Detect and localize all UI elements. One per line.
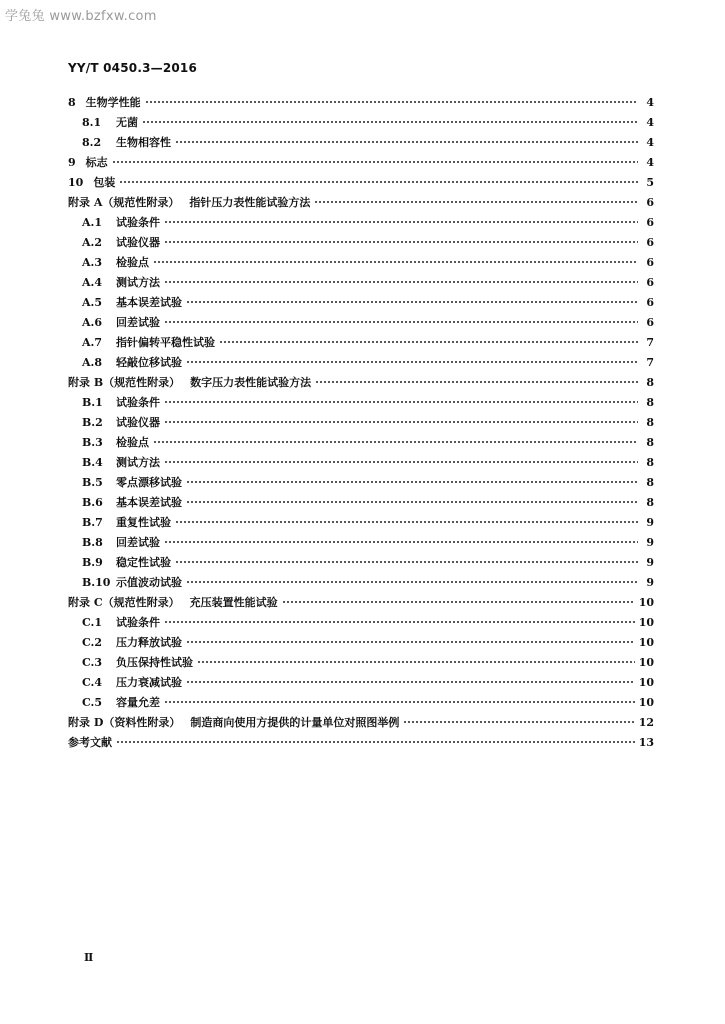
toc-entry-page: 10	[638, 675, 654, 689]
toc-entry[interactable]	[68, 452, 654, 472]
dot-leader	[175, 561, 638, 563]
dot-leader	[116, 741, 635, 743]
toc-entry-number: 10	[68, 176, 84, 189]
toc-entry-title: 制造商向使用方提供的计量单位对照图举例	[190, 716, 400, 729]
toc-entry-label	[82, 354, 182, 370]
toc-entry-page: 6	[646, 275, 654, 289]
toc-entry-title: 试验条件	[116, 396, 160, 409]
table-of-contents	[68, 92, 654, 752]
toc-entry-number: 附录 C（规范性附录）	[68, 596, 180, 609]
toc-entry[interactable]	[68, 712, 654, 732]
toc-entry-label	[82, 254, 149, 270]
dot-leader	[186, 481, 638, 483]
toc-entry-title: 压力衰减试验	[116, 676, 182, 689]
toc-entry[interactable]	[68, 112, 654, 132]
toc-entry[interactable]	[68, 432, 654, 452]
dot-leader	[219, 341, 638, 343]
toc-entry-label	[82, 274, 160, 290]
toc-entry-page: 6	[646, 315, 654, 329]
toc-entry-label	[82, 634, 182, 650]
toc-entry-page: 10	[638, 615, 654, 629]
toc-entry-page: 6	[646, 215, 654, 229]
toc-entry[interactable]	[68, 152, 654, 172]
toc-entry-label	[82, 414, 160, 430]
toc-entry-title: 生物相容性	[116, 136, 171, 149]
dot-leader	[164, 701, 635, 703]
toc-entry[interactable]	[68, 492, 654, 512]
toc-entry-page: 6	[646, 255, 654, 269]
toc-entry-title: 试验条件	[116, 616, 160, 629]
toc-entry-number: A.1	[82, 216, 103, 229]
toc-entry[interactable]	[68, 252, 654, 272]
toc-entry[interactable]	[68, 332, 654, 352]
page-number: Ⅱ	[84, 951, 94, 964]
toc-entry[interactable]	[68, 132, 654, 152]
toc-entry-label	[68, 194, 310, 210]
toc-entry-number: C.4	[82, 676, 103, 689]
dot-leader	[164, 461, 638, 463]
toc-entry-number: A.4	[82, 276, 103, 289]
toc-entry-title: 标志	[85, 156, 108, 169]
toc-entry[interactable]	[68, 692, 654, 712]
dot-leader	[175, 141, 638, 143]
dot-leader	[164, 541, 638, 543]
toc-entry-page: 10	[638, 695, 654, 709]
dot-leader	[112, 161, 638, 163]
toc-entry-number: B.2	[82, 416, 103, 429]
toc-entry-title: 回差试验	[116, 536, 160, 549]
toc-entry-title: 基本误差试验	[116, 496, 182, 509]
toc-entry-page: 9	[646, 515, 654, 529]
toc-entry-label	[82, 234, 160, 250]
toc-entry-title: 测试方法	[116, 456, 160, 469]
toc-entry[interactable]	[68, 552, 654, 572]
dot-leader	[186, 681, 635, 683]
toc-entry-title: 稳定性试验	[116, 556, 171, 569]
toc-entry-title: 参考文献	[68, 736, 112, 749]
toc-entry[interactable]	[68, 672, 654, 692]
dot-leader	[186, 641, 635, 643]
dot-leader	[186, 501, 638, 503]
toc-entry-label	[82, 694, 160, 710]
toc-entry-label	[82, 294, 182, 310]
toc-entry[interactable]	[68, 652, 654, 672]
toc-entry[interactable]	[68, 372, 654, 392]
toc-entry[interactable]	[68, 232, 654, 252]
toc-entry-number: C.2	[82, 636, 103, 649]
toc-entry-page: 4	[646, 135, 654, 149]
toc-entry-number: 附录 A（规范性附录）	[68, 196, 180, 209]
toc-entry[interactable]	[68, 192, 654, 212]
toc-entry-number: 附录 B（规范性附录）	[68, 376, 181, 389]
dot-leader	[282, 601, 635, 603]
toc-entry-page: 8	[646, 375, 654, 389]
toc-entry-number: B.7	[82, 516, 103, 529]
toc-entry-title: 基本误差试验	[116, 296, 182, 309]
toc-entry-page: 8	[646, 435, 654, 449]
toc-entry[interactable]	[68, 592, 654, 612]
dot-leader	[153, 441, 638, 443]
toc-entry[interactable]	[68, 632, 654, 652]
toc-entry-title: 充压装置性能试验	[189, 596, 278, 609]
toc-entry[interactable]	[68, 532, 654, 552]
toc-entry-number: B.5	[82, 476, 103, 489]
dot-leader	[175, 521, 638, 523]
toc-entry[interactable]	[68, 392, 654, 412]
dot-leader	[145, 101, 638, 103]
toc-entry-page: 8	[646, 475, 654, 489]
toc-entry[interactable]	[68, 352, 654, 372]
toc-entry-title: 重复性试验	[116, 516, 171, 529]
toc-entry-title: 轻敲位移试验	[116, 356, 182, 369]
toc-entry-label	[82, 474, 182, 490]
toc-entry[interactable]	[68, 572, 654, 592]
toc-entry[interactable]	[68, 312, 654, 332]
toc-entry-title: 零点漂移试验	[116, 476, 182, 489]
toc-entry-number: 8.1	[82, 116, 102, 129]
toc-entry-title: 无菌	[116, 116, 138, 129]
toc-entry-page: 13	[638, 735, 654, 749]
toc-entry-page: 9	[646, 535, 654, 549]
dot-leader	[186, 301, 638, 303]
toc-entry[interactable]	[68, 292, 654, 312]
toc-entry-label	[82, 394, 160, 410]
toc-entry-title: 示值波动试验	[116, 576, 182, 589]
toc-entry-number: B.10	[82, 576, 111, 589]
dot-leader	[164, 621, 635, 623]
toc-entry-number: 9	[68, 156, 76, 169]
toc-entry-label	[82, 654, 193, 670]
toc-entry-label	[82, 674, 182, 690]
toc-entry-page: 9	[646, 575, 654, 589]
toc-entry-page: 10	[638, 595, 654, 609]
toc-entry-title: 试验仪器	[116, 416, 160, 429]
toc-entry-page: 6	[646, 195, 654, 209]
toc-entry-number: B.4	[82, 456, 103, 469]
toc-entry-title: 测试方法	[116, 276, 160, 289]
toc-entry[interactable]	[68, 172, 654, 192]
toc-entry-title: 试验仪器	[116, 236, 160, 249]
toc-entry-title: 压力释放试验	[116, 636, 182, 649]
dot-leader	[119, 181, 638, 183]
dot-leader	[164, 221, 638, 223]
toc-entry-number: A.3	[82, 256, 103, 269]
toc-entry[interactable]	[68, 92, 654, 112]
toc-entry[interactable]	[68, 272, 654, 292]
toc-entry-title: 容量允差	[116, 696, 160, 709]
dot-leader	[164, 401, 638, 403]
toc-entry-label	[82, 614, 160, 630]
dot-leader	[164, 281, 638, 283]
toc-entry-number: C.1	[82, 616, 103, 629]
toc-entry-label	[82, 214, 160, 230]
toc-entry-number: C.3	[82, 656, 103, 669]
toc-entry-number: A.2	[82, 236, 103, 249]
toc-entry-page: 5	[646, 175, 654, 189]
toc-entry-page: 7	[646, 355, 654, 369]
dot-leader	[315, 381, 638, 383]
toc-entry-title: 负压保持性试验	[116, 656, 193, 669]
toc-entry-number: A.5	[82, 296, 103, 309]
toc-entry-label	[82, 574, 182, 590]
toc-entry-label	[68, 374, 311, 390]
toc-entry-label	[82, 434, 149, 450]
toc-entry[interactable]	[68, 732, 654, 752]
toc-entry-number: A.6	[82, 316, 103, 329]
toc-entry[interactable]	[68, 512, 654, 532]
toc-entry-title: 回差试验	[116, 316, 160, 329]
dot-leader	[164, 241, 638, 243]
toc-entry-page: 4	[646, 95, 654, 109]
toc-entry-page: 8	[646, 495, 654, 509]
toc-entry-number: C.5	[82, 696, 103, 709]
toc-entry-page: 10	[638, 635, 654, 649]
toc-entry[interactable]	[68, 412, 654, 432]
dot-leader	[153, 261, 638, 263]
toc-entry-number: A.7	[82, 336, 103, 349]
toc-entry-page: 10	[638, 655, 654, 669]
dot-leader	[314, 201, 638, 203]
toc-entry-label	[68, 94, 141, 110]
toc-entry-page: 8	[646, 455, 654, 469]
toc-entry-label	[82, 534, 160, 550]
dot-leader	[164, 421, 638, 423]
toc-entry-number: B.8	[82, 536, 103, 549]
toc-entry-title: 生物学性能	[85, 96, 141, 109]
toc-entry-title: 检验点	[116, 256, 149, 269]
toc-entry-page: 9	[646, 555, 654, 569]
toc-entry-page: 12	[638, 715, 654, 729]
toc-entry-title: 数字压力表性能试验方法	[190, 376, 312, 389]
toc-entry-number: A.8	[82, 356, 103, 369]
dot-leader	[197, 661, 635, 663]
dot-leader	[186, 581, 638, 583]
toc-entry-number: B.6	[82, 496, 103, 509]
toc-entry-number: B.1	[82, 396, 103, 409]
toc-entry-page: 4	[646, 115, 654, 129]
toc-entry-label	[68, 154, 108, 170]
toc-entry[interactable]	[68, 212, 654, 232]
toc-entry-label	[82, 514, 171, 530]
toc-entry-page: 8	[646, 415, 654, 429]
dot-leader	[164, 321, 638, 323]
toc-entry-title: 试验条件	[116, 216, 160, 229]
dot-leader	[142, 121, 638, 123]
toc-entry-label	[82, 334, 215, 350]
dot-leader	[186, 361, 638, 363]
toc-entry-page: 4	[646, 155, 654, 169]
toc-entry-number: 8.2	[82, 136, 102, 149]
toc-entry-label	[82, 134, 171, 150]
toc-entry-title: 包装	[93, 176, 116, 189]
toc-entry-number: 附录 D（资料性附录）	[68, 716, 181, 729]
toc-entry-page: 6	[646, 235, 654, 249]
toc-entry-page: 6	[646, 295, 654, 309]
toc-entry-label	[82, 314, 160, 330]
toc-entry-label	[82, 494, 182, 510]
toc-entry-number: B.3	[82, 436, 103, 449]
standard-code: YY/T 0450.3—2016	[68, 61, 198, 75]
toc-entry-label	[68, 174, 115, 190]
toc-entry-number: B.9	[82, 556, 103, 569]
toc-entry-label	[82, 554, 171, 570]
toc-entry-title: 指针偏转平稳性试验	[116, 336, 215, 349]
toc-entry-label	[82, 114, 138, 130]
toc-entry-label	[68, 714, 399, 730]
dot-leader	[403, 721, 634, 723]
toc-entry[interactable]	[68, 612, 654, 632]
toc-entry-label	[68, 594, 278, 610]
toc-entry-page: 7	[646, 335, 654, 349]
toc-entry-title: 指针压力表性能试验方法	[189, 196, 311, 209]
watermark: 学兔兔 www.bzfxw.com	[5, 9, 157, 24]
toc-entry[interactable]	[68, 472, 654, 492]
toc-entry-label	[82, 454, 160, 470]
toc-entry-label	[68, 734, 112, 750]
toc-entry-page: 8	[646, 395, 654, 409]
toc-entry-number: 8	[68, 96, 76, 109]
toc-entry-title: 检验点	[116, 436, 149, 449]
